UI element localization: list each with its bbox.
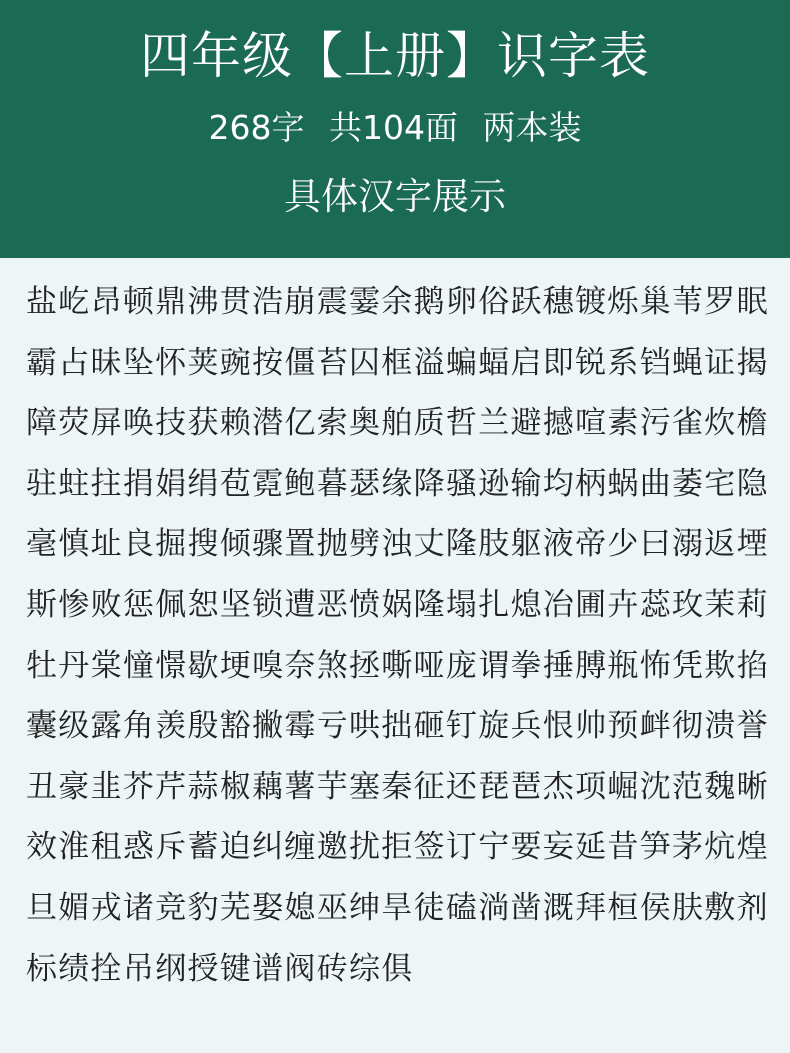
page-title: 四年级【上册】识字表 xyxy=(140,27,650,85)
character-row: 效淮租惑斥蓄迫纠缠邀扰拒签订宁要妄延昔笋茅炕煌 xyxy=(26,829,769,866)
character-row: 驻蛀拄捐娟绢苞霓鲍暮瑟缘降骚逊输均柄蜗曲萎宅隐 xyxy=(26,465,769,502)
character-row: 囊级露角羡殷豁撇霉亏哄拙砸钉旋兵恨帅预衅彻溃誉 xyxy=(26,708,769,745)
character-row: 斯惨败惩佩恕坚锁遭恶愤娲隆塌扎熄冶圃卉蕊玫茉莉 xyxy=(26,586,769,623)
character-row: 旦媚戎诸竞豹芜娶媳巫绅旱徒磕淌凿溉拜桓侯肤敷剂 xyxy=(26,889,769,926)
character-row: 盐屹昂顿鼎沸贯浩崩震霎余鹅卵俗跃穗镀烁巢苇罗眠 xyxy=(26,284,769,320)
header-banner xyxy=(0,0,790,258)
character-list xyxy=(26,272,776,999)
character-row: 标绩拴吊纲授键谱阀砖综俱 xyxy=(26,950,414,987)
character-row: 丑豪韭芥芹蒜椒藕薯芋塞秦征还琵琶杰项崛沈范魏晰 xyxy=(26,768,769,805)
page-subtitle: 268字 共104面 两本装 xyxy=(208,108,582,147)
character-row: 毫慎址良掘搜倾骤置抛劈浊丈隆肢躯液帝少曰溺返堙 xyxy=(26,526,769,563)
character-row: 牡丹棠憧憬歇埂嗅奈煞拯嘶哑庞谓拳捶膊瓶怖凭欺掐 xyxy=(26,647,769,684)
character-row: 霸占昧坠怀荚豌按僵苔囚框溢蝙蝠启即锐系铛蝇证揭 xyxy=(26,344,769,381)
section-caption: 具体汉字展示 xyxy=(284,175,506,218)
character-row: 障荧屏唤技获赖潜亿索奥舶质哲兰避撼喧素污雀炊檐 xyxy=(26,405,769,442)
